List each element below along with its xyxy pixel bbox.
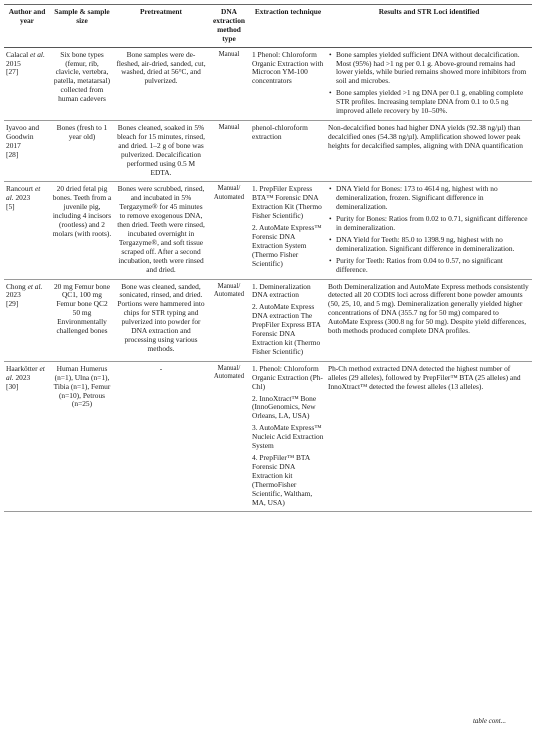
header-author: Author and year (4, 5, 50, 47)
cell-pretreatment (114, 279, 208, 361)
author-name: Calacal (6, 49, 29, 59)
author-name: Rancourt (6, 184, 34, 194)
cell-method-type: Manual (208, 47, 250, 120)
cell-method-type: Manual/ Automated (208, 182, 250, 279)
technique-item: 2. AutoMate Express™ Forensic DNA Extraction System (Thermo Fisher Scientific) (252, 223, 322, 268)
technique-item: 3. AutoMate Express™ Nucleic Acid Extraction System (252, 423, 324, 451)
cell-sample: Six bone types (femur, rib, clavicle, vertebra, patella, metatarsal) collected from human cadevers (50, 47, 114, 120)
cell-results (326, 120, 532, 181)
cell-sample: 20 mg Femur bone QC1, 100 mg Femur bone QC2 50 mg Environmentally challenged bones (50, 279, 114, 361)
reference-number: [30] (6, 381, 19, 391)
header-pretreatment: Pretreatment (114, 5, 208, 47)
cell-extraction-technique (250, 361, 326, 512)
table-body (4, 47, 532, 512)
et-al: et al. (30, 49, 45, 59)
extraction-methods-table (4, 5, 532, 512)
author-name: Chong (6, 281, 26, 291)
cell-pretreatment (114, 120, 208, 181)
pretreatment-text: Bone samples were de-fleshed, air-dried, sanded, cut, washed, dried at 56°C, and pulverized. (116, 49, 206, 86)
cell-pretreatment (114, 182, 208, 279)
cell-extraction-technique (250, 47, 326, 120)
author-name: Haarkötter (6, 363, 38, 373)
technique-item: phenol-chloroform extraction (252, 122, 308, 141)
table-row (4, 361, 532, 512)
table-row (4, 47, 532, 120)
results-bullet-item: • DNA Yield for Teeth: 85.0 to 1398.9 ng, highest with no demineralization. Significant difference in demineralization. (336, 236, 530, 254)
cell-method-type: Manual (208, 120, 250, 181)
technique-item: 1 Phenol: Chloroform Organic Extraction with Microcon YM-100 concentrators (252, 49, 324, 86)
technique-item: 4. PrepFiler™ BTA Forensic DNA Extraction kit (ThermoFisher Scientific, Waltham, MA, USA) (252, 452, 313, 507)
cell-method-type: Manual/ Automated (208, 361, 250, 512)
header-sample: Sample & sample size (50, 5, 114, 47)
pretreatment-text: Bones cleaned, soaked in 5% bleach for 15 minutes, rinsed, and dried. 1–2 g of bone was pulverized. Decalcification performed using 0.5 M EDTA. (117, 122, 205, 177)
cell-sample: Human Humerus (n=1), Ulna (n=1), Tibia (n=1), Femur (n=10), Petrous (n=25) (50, 361, 114, 512)
cell-results (326, 279, 532, 361)
results-bullet-item: • Bone samples yielded sufficient DNA without decalcification. Most (95%) had >1 ng per 0.1 g. Above-ground remains had lower yields, while buried remains showed more inhibitors from soil and microbes. (336, 51, 530, 87)
results-bullet-item: • Purity for Teeth: Ratios from 0.04 to 0.57, no significant difference. (336, 257, 530, 275)
year: 2023 (6, 290, 21, 300)
results-text: Both Demineralization and AutoMate Express methods consistently detected all 20 CODIS loci across different bone powder amounts (50, 25, 10, and 5 mg). Demineralization generally yielded higher concentrations of DNA (355.7 ng for 50 mg) compared to AutoMate Express (300.8 ng for 50 mg). Despite yield differences, both methods produced complete DNA profiles. (328, 281, 529, 336)
table-row (4, 279, 532, 361)
cell-author-year (4, 279, 50, 361)
header-method: DNA extraction method type (208, 5, 250, 47)
cell-author-year (4, 182, 50, 279)
year: 2023 (15, 372, 31, 382)
results-bullet-list (328, 51, 530, 116)
results-bullet-list (328, 185, 530, 274)
table-continued-note: table cont... (472, 717, 506, 725)
cell-author-year (4, 361, 50, 512)
cell-method-type: Manual/ Automated (208, 279, 250, 361)
technique-item: 1. PrepFiler Express BTA™ Forensic DNA Extraction Kit (Thermo Fisher Scientific) (252, 184, 322, 221)
cell-extraction-technique (250, 182, 326, 279)
pretreatment-text: Bone was cleaned, sanded, sonicated, rinsed, and dried. Portions were hammered into chips for STR typing and pulverized into powder for DNA extraction and processing using various methods. (117, 281, 205, 353)
table-row (4, 120, 532, 181)
results-text: Non-decalcified bones had higher DNA yields (92.38 ng/µl) than decalcified ones (54.38 ng/µl). Amplification showed lower peak heights for decalcified samples, aligning with DNA quantification (328, 122, 523, 150)
et-al: et al. (6, 363, 45, 382)
cell-author-year (4, 120, 50, 181)
reference-number: [27] (6, 67, 19, 77)
results-bullet-item: • Bone samples yielded >1 ng DNA per 0.1 g, enabling complete STR profiles. Increasing template DNA from 0.1 to 0.5 ng improved allele recovery by 10–50%. (336, 89, 530, 116)
cell-results (326, 361, 532, 512)
table-header-row (4, 5, 532, 47)
cell-sample: 20 dried fetal pig bones. Teeth from a juvenile pig, including 4 incisors (rootless) and 2 molars (with roots). (50, 182, 114, 279)
cell-extraction-technique (250, 279, 326, 361)
technique-item: 1. Demineralization DNA extraction (252, 281, 311, 300)
cell-extraction-technique (250, 120, 326, 181)
author-name: Iyavoo and Goodwin (6, 122, 40, 141)
results-text: Ph-Ch method extracted DNA detected the highest number of alleles (29 alleles), followed by PrepFiler™ BTA (25 alleles) and InnoXtract™ detected the fewest alleles (13 alleles). (328, 363, 521, 391)
cell-results (326, 182, 532, 279)
cell-pretreatment (114, 361, 208, 512)
year: 2017 (6, 140, 21, 150)
et-al: et al. (27, 281, 43, 291)
header-technique: Extraction technique (250, 5, 326, 47)
cell-pretreatment (114, 47, 208, 120)
pretreatment-text: Bones were scrubbed, rinsed, and incubated in 5% Tergazyme® for 45 minutes to remove exogenous DNA, then dried. Teeth were rinsed, incubated overnight in Tergazyme®, and soft tissue scraped off. After a second incubation, teeth were rinsed and dried. (117, 184, 205, 274)
et-al: et al. (6, 184, 41, 203)
year: 2023 (15, 193, 31, 203)
cell-sample: Bones (fresh to 1 year old) (50, 120, 114, 181)
header-results: Results and STR Loci identified (326, 5, 532, 47)
results-bullet-item: • Purity for Bones: Ratios from 0.02 to 0.71, significant difference in demineralization. (336, 215, 530, 233)
cell-results (326, 47, 532, 120)
reference-number: [5] (6, 202, 15, 212)
results-bullet-item: • DNA Yield for Bones: 173 to 4614 ng, highest with no demineralization, frozen. Significant difference in demineralization. (336, 185, 530, 212)
reference-number: [29] (6, 299, 19, 309)
pretreatment-text: - (159, 363, 163, 373)
technique-item: 1. Phenol: Chloroform Organic Extraction (Ph-Chl) (252, 363, 323, 391)
table-row (4, 182, 532, 279)
reference-number: [28] (6, 149, 19, 159)
cell-author-year (4, 47, 50, 120)
technique-item: 2. InnoXtract™ Bone (InnoGenomics, New Orleans, LA, USA) (252, 393, 317, 421)
year: 2015 (6, 58, 21, 68)
technique-item: 2. AutoMate Express DNA extraction The PrepFiler Express BTA Forensic DNA Extraction kit (Thermo Fisher Scientific) (252, 302, 321, 356)
